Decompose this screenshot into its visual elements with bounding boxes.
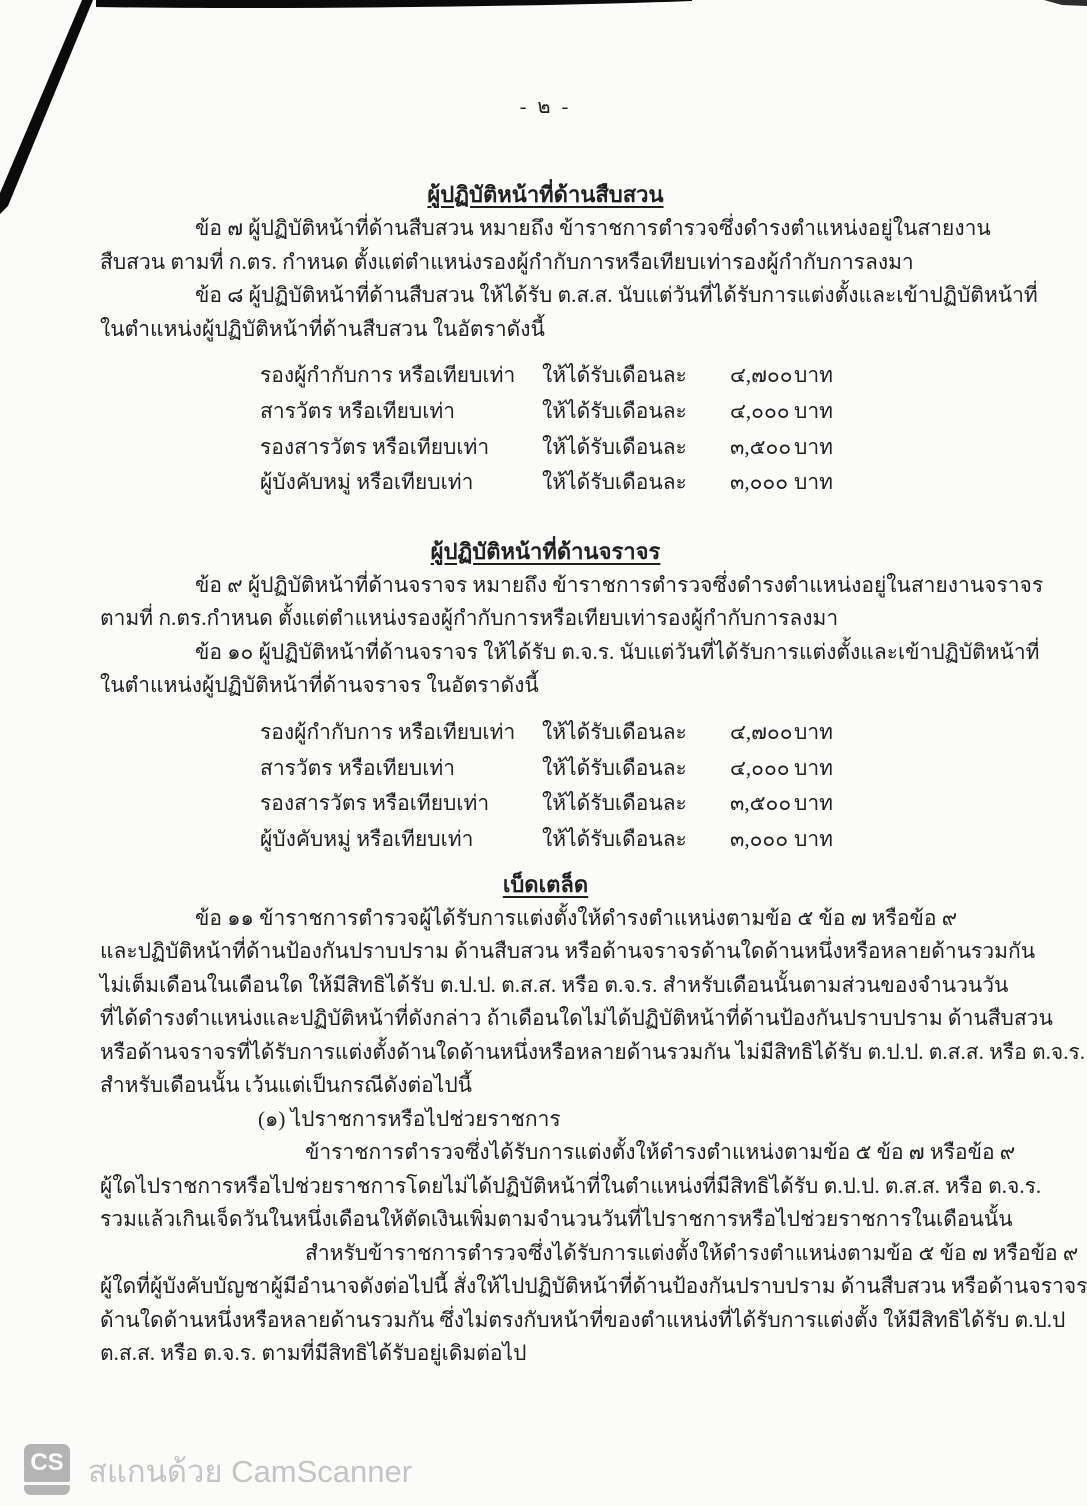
rank-label: รองสารวัตร หรือเทียบเท่า <box>260 434 490 459</box>
rate-label: ให้ได้รับเดือนละ <box>542 720 687 745</box>
camscanner-logo-icon <box>24 1444 70 1498</box>
rate-amount: ๓,๕๐๐ <box>730 434 792 459</box>
text-line: ด้านใดด้านหนึ่งหรือหลายด้านรวมกัน ซึ่งไม่ตรงกับหน้าที่ของตำแหน่งที่ได้รับการแต่งตั้ง ให้มีสิทธิได้รับ ต.ป.ป <box>100 1307 1066 1332</box>
rank-label: ผู้บังคับหมู่ หรือเทียบเท่า <box>260 827 474 852</box>
text-line: ผู้ใดไปราชการหรือไปช่วยราชการโดยไม่ได้ปฏิบัติหน้าที่ในตำแหน่งที่มีสิทธิได้รับ ต.ป.ป. ต.ส.ส. หรือ ต.จ.ร. <box>100 1173 1042 1198</box>
rate-label: ให้ได้รับเดือนละ <box>542 791 687 816</box>
text-line: ที่ได้ดำรงตำแหน่งและปฏิบัติหน้าที่ดังกล่าว ถ้าเดือนใดไม่ได้ปฏิบัติหน้าที่ด้านป้องกันปราบปราม ด้านสืบสวน <box>100 1006 1053 1030</box>
currency-unit: บาท <box>794 755 833 780</box>
text-line: สืบสวน ตามที่ ก.ตร. กำหนด ตั้งแต่ตำแหน่งรองผู้กำกับการหรือเทียบเท่ารองผู้กำกับการลงมา <box>100 249 914 274</box>
rank-label: รองสารวัตร หรือเทียบเท่า <box>260 791 490 816</box>
text-line: ผู้ใดที่ผู้บังคับบัญชาผู้มีอำนาจดังต่อไปนี้ สั่งให้ไปปฏิบัติหน้าที่ด้านป้องกันปราบปราม ด้านสืบสวน หรือด้านจราจร <box>100 1274 1087 1298</box>
rank-label: รองผู้กำกับการ หรือเทียบเท่า <box>260 363 516 388</box>
rate-amount: ๓,๐๐๐ <box>730 827 789 852</box>
text-line: (๑) ไปราชการหรือไปช่วยราชการ <box>258 1106 561 1131</box>
table-row <box>260 715 991 751</box>
text-line: สำหรับข้าราชการตำรวจซึ่งได้รับการแต่งตั้งให้ดำรงตำแหน่งตามข้อ ๕ ข้อ ๗ หรือข้อ ๙ <box>305 1240 1079 1265</box>
text-line: หรือด้านจราจรที่ได้รับการแต่งตั้งด้านใดด้านหนึ่งหรือหลายด้านรวมกัน ไม่มีสิทธิได้รับ ต.ป.ป. ต.ส.ส. หรือ ต.จ.ร. <box>100 1039 1086 1064</box>
camscanner-watermark <box>24 1444 412 1498</box>
text-line: ข้อ ๑๑ ข้าราชการตำรวจผู้ได้รับการแต่งตั้งให้ดำรงตำแหน่งตามข้อ ๕ ข้อ ๗ หรือข้อ ๙ <box>195 905 958 930</box>
table-row <box>260 394 991 430</box>
document-content <box>100 92 1087 1371</box>
text-line: ข้อ ๗ ผู้ปฏิบัติหน้าที่ด้านสืบสวน หมายถึง ข้าราชการตำรวจซึ่งดำรงตำแหน่งอยู่ในสายงาน <box>195 216 991 240</box>
rate-label: ให้ได้รับเดือนละ <box>542 470 687 495</box>
table-row <box>260 429 991 465</box>
rate-table-traffic <box>260 715 991 858</box>
table-row <box>260 465 991 501</box>
rate-amount: ๔,๗๐๐ <box>730 720 793 745</box>
rate-label: ให้ได้รับเดือนละ <box>542 434 687 459</box>
rank-label: สารวัตร หรือเทียบเท่า <box>260 399 456 424</box>
section-heading-traffic: ผู้ปฏิบัติหน้าที่ด้านจราจร <box>430 538 661 564</box>
rate-amount: ๔,๐๐๐ <box>730 755 790 780</box>
currency-unit: บาท <box>794 720 833 745</box>
table-row <box>260 822 991 858</box>
page-number: - ๒ - <box>519 96 572 118</box>
rank-label: ผู้บังคับหมู่ หรือเทียบเท่า <box>260 470 474 495</box>
text-line: สำหรับเดือนนั้น เว้นแต่เป็นกรณีดังต่อไปนี้ <box>100 1073 473 1097</box>
cs-badge-letters: CS <box>24 1444 70 1482</box>
scan-artifact-top-bar <box>96 0 692 8</box>
scanned-with-label: สแกนด้วย CamScanner <box>88 1453 413 1489</box>
table-row <box>260 750 991 786</box>
text-line: ข้อ ๑๐ ผู้ปฏิบัติหน้าที่ด้านจราจร ให้ได้รับ ต.จ.ร. นับแต่วันที่ได้รับการแต่งตั้งและเข้าปฏิบัติหน้าที่ <box>195 639 1040 664</box>
rate-amount: ๔,๗๐๐ <box>730 363 793 388</box>
rate-label: ให้ได้รับเดือนละ <box>542 363 687 388</box>
currency-unit: บาท <box>794 827 833 852</box>
currency-unit: บาท <box>794 399 833 424</box>
rate-label: ให้ได้รับเดือนละ <box>542 827 687 852</box>
rate-table-investigation <box>260 358 991 501</box>
text-line: ข้อ ๘ ผู้ปฏิบัติหน้าที่ด้านสืบสวน ให้ได้รับ ต.ส.ส. นับแต่วันที่ได้รับการแต่งตั้งและเข้าปฏิบัติหน้าที่ <box>195 283 1038 307</box>
currency-unit: บาท <box>794 363 833 388</box>
currency-unit: บาท <box>794 434 833 459</box>
table-row <box>260 786 991 822</box>
rate-amount: ๓,๐๐๐ <box>730 470 789 495</box>
section-heading-miscellaneous: เบ็ดเตล็ด <box>502 871 589 897</box>
rate-amount: ๔,๐๐๐ <box>730 399 790 424</box>
text-line: ต.ส.ส. หรือ ต.จ.ร. ตามที่มีสิทธิได้รับอยู่เดิมต่อไป <box>100 1341 527 1365</box>
rate-amount: ๓,๕๐๐ <box>730 791 792 816</box>
rank-label: สารวัตร หรือเทียบเท่า <box>260 755 456 780</box>
text-line: ไม่เต็มเดือนในเดือนใด ให้มีสิทธิได้รับ ต.ป.ป. ต.ส.ส. หรือ ต.จ.ร. สำหรับเดือนนั้นตามส่วนของจำนวนวัน <box>100 972 1009 997</box>
scan-artifact-corner-fold <box>0 0 93 214</box>
text-line: ข้าราชการตำรวจซึ่งได้รับการแต่งตั้งให้ดำรงตำแหน่งตามข้อ ๕ ข้อ ๗ หรือข้อ ๙ <box>305 1140 1016 1164</box>
rate-label: ให้ได้รับเดือนละ <box>542 399 687 424</box>
text-line: ตามที่ ก.ตร.กำหนด ตั้งแต่ตำแหน่งรองผู้กำกับการหรือเทียบเท่ารองผู้กำกับการลงมา <box>100 606 839 631</box>
scan-artifact-top-right-mark <box>1044 0 1087 6</box>
cs-badge-base <box>24 1485 70 1495</box>
currency-unit: บาท <box>794 791 833 816</box>
text-line: และปฏิบัติหน้าที่ด้านป้องกันปราบปราม ด้านสืบสวน หรือด้านจราจรด้านใดด้านหนึ่งหรือหลายด้านรวมกัน <box>100 939 1036 963</box>
table-row <box>260 358 991 394</box>
text-line: รวมแล้วเกินเจ็ดวันในหนึ่งเดือนให้ตัดเงินเพิ่มตามจำนวนวันที่ไปราชการหรือไปช่วยราชการในเดือนนั้น <box>100 1207 1013 1231</box>
text-line: ในตำแหน่งผู้ปฏิบัติหน้าที่ด้านสืบสวน ในอัตราดังนี้ <box>100 316 545 341</box>
rank-label: รองผู้กำกับการ หรือเทียบเท่า <box>260 720 516 745</box>
rate-label: ให้ได้รับเดือนละ <box>542 755 687 780</box>
text-line: ข้อ ๙ ผู้ปฏิบัติหน้าที่ด้านจราจร หมายถึง ข้าราชการตำรวจซึ่งดำรงตำแหน่งอยู่ในสายงานจราจร <box>195 572 1044 597</box>
currency-unit: บาท <box>794 470 833 495</box>
section-heading-investigation: ผู้ปฏิบัติหน้าที่ด้านสืบสวน <box>427 182 664 207</box>
text-line: ในตำแหน่งผู้ปฏิบัติหน้าที่ด้านจราจร ในอัตราดังนี้ <box>100 673 539 698</box>
